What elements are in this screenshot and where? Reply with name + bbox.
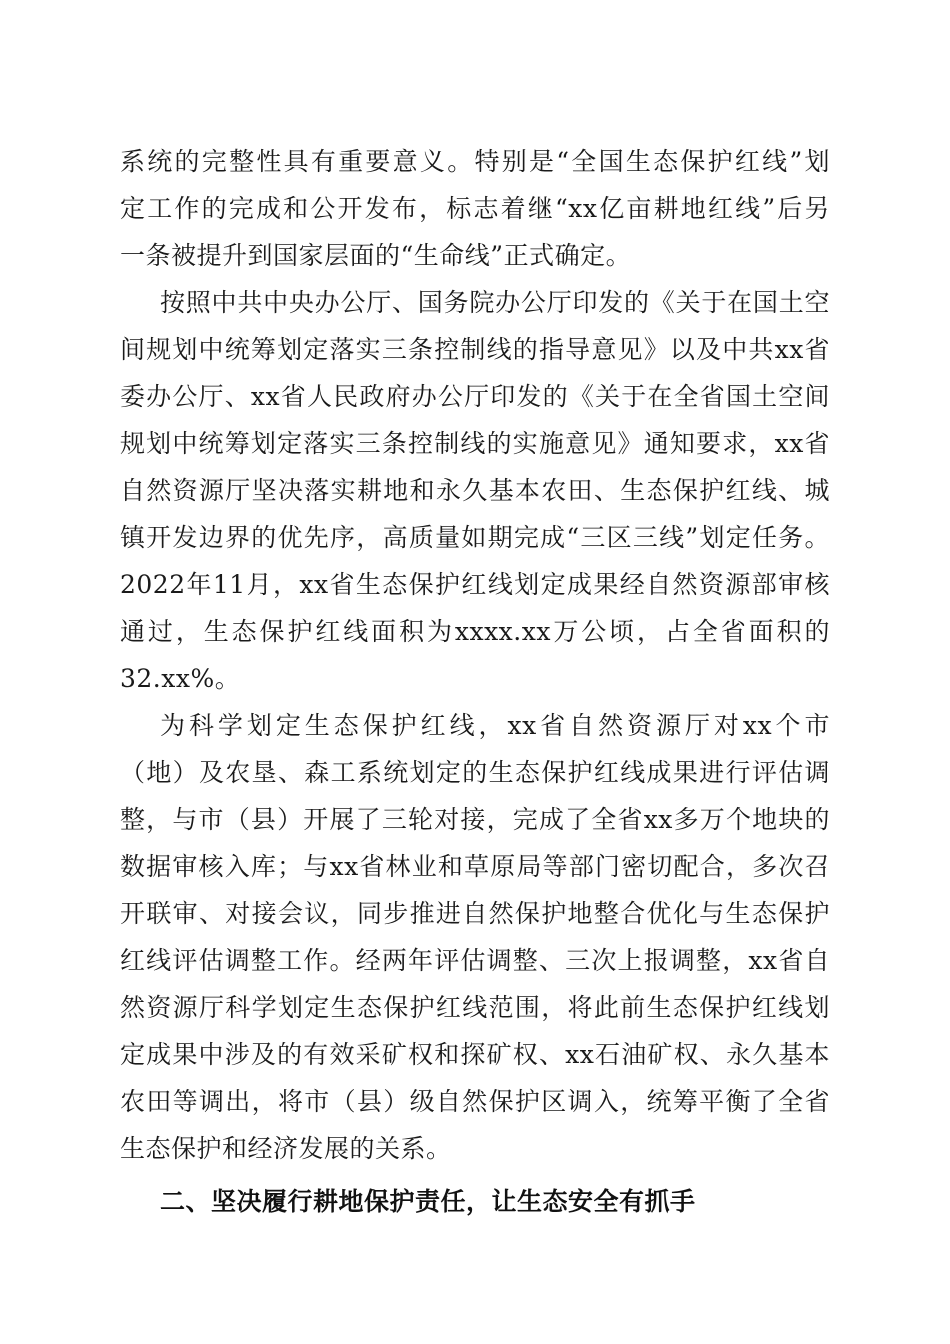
text-line: 为科学划定生态保护红线，xx省自然资源厅对xx个市 <box>160 711 830 740</box>
paragraph-1 <box>120 138 830 279</box>
paragraph-2 <box>120 279 830 702</box>
text-line: （地）及农垦、森工系统划定的生态保护红线成果进行评估调 <box>120 758 830 787</box>
text-line: 生态保护和经济发展的关系。 <box>120 1134 452 1163</box>
text-line: 开联审、对接会议，同步推进自然保护地整合优化与生态保护 <box>120 899 830 928</box>
text-line: 一条被提升到国家层面的“生命线”正式确定。 <box>120 241 632 270</box>
text-line: 定工作的完成和公开发布，标志着继“xx亿亩耕地红线”后另 <box>120 194 830 223</box>
text-line: 自然资源厅坚决落实耕地和永久基本农田、生态保护红线、城 <box>120 476 830 505</box>
text-line: 农田等调出，将市（县）级自然保护区调入，统筹平衡了全省 <box>120 1087 830 1116</box>
document-body <box>120 138 830 1246</box>
text-line: 红线评估调整工作。经两年评估调整、三次上报调整，xx省自 <box>120 946 830 975</box>
text-line: 间规划中统筹划定落实三条控制线的指导意见》以及中共xx省 <box>120 335 830 364</box>
text-line: 数据审核入库；与xx省林业和草原局等部门密切配合，多次召 <box>120 852 830 881</box>
text-line: 规划中统筹划定落实三条控制线的实施意见》通知要求，xx省 <box>120 429 830 458</box>
text-line: 2022年11月，xx省生态保护红线划定成果经自然资源部审核 <box>120 570 830 599</box>
text-line: 按照中共中央办公厅、国务院办公厅印发的《关于在国土空 <box>160 288 830 317</box>
text-line: 然资源厅科学划定生态保护红线范围，将此前生态保护红线划 <box>120 993 830 1022</box>
text-line: 系统的完整性具有重要意义。特别是“全国生态保护红线”划 <box>120 147 830 176</box>
text-line: 32.xx%。 <box>120 664 241 693</box>
text-line: 整，与市（县）开展了三轮对接，完成了全省xx多万个地块的 <box>120 805 830 834</box>
text-line: 镇开发边界的优先序，高质量如期完成“三区三线”划定任务。 <box>120 523 830 552</box>
text-line: 委办公厅、xx省人民政府办公厅印发的《关于在全省国土空间 <box>120 382 830 411</box>
paragraph-3 <box>120 702 830 1172</box>
section-heading: 二、坚决履行耕地保护责任，让生态安全有抓手 <box>160 1187 696 1216</box>
text-line: 定成果中涉及的有效采矿权和探矿权、xx石油矿权、永久基本 <box>120 1040 830 1069</box>
text-line: 通过，生态保护红线面积为xxxx.xx万公顷，占全省面积的 <box>120 617 830 646</box>
